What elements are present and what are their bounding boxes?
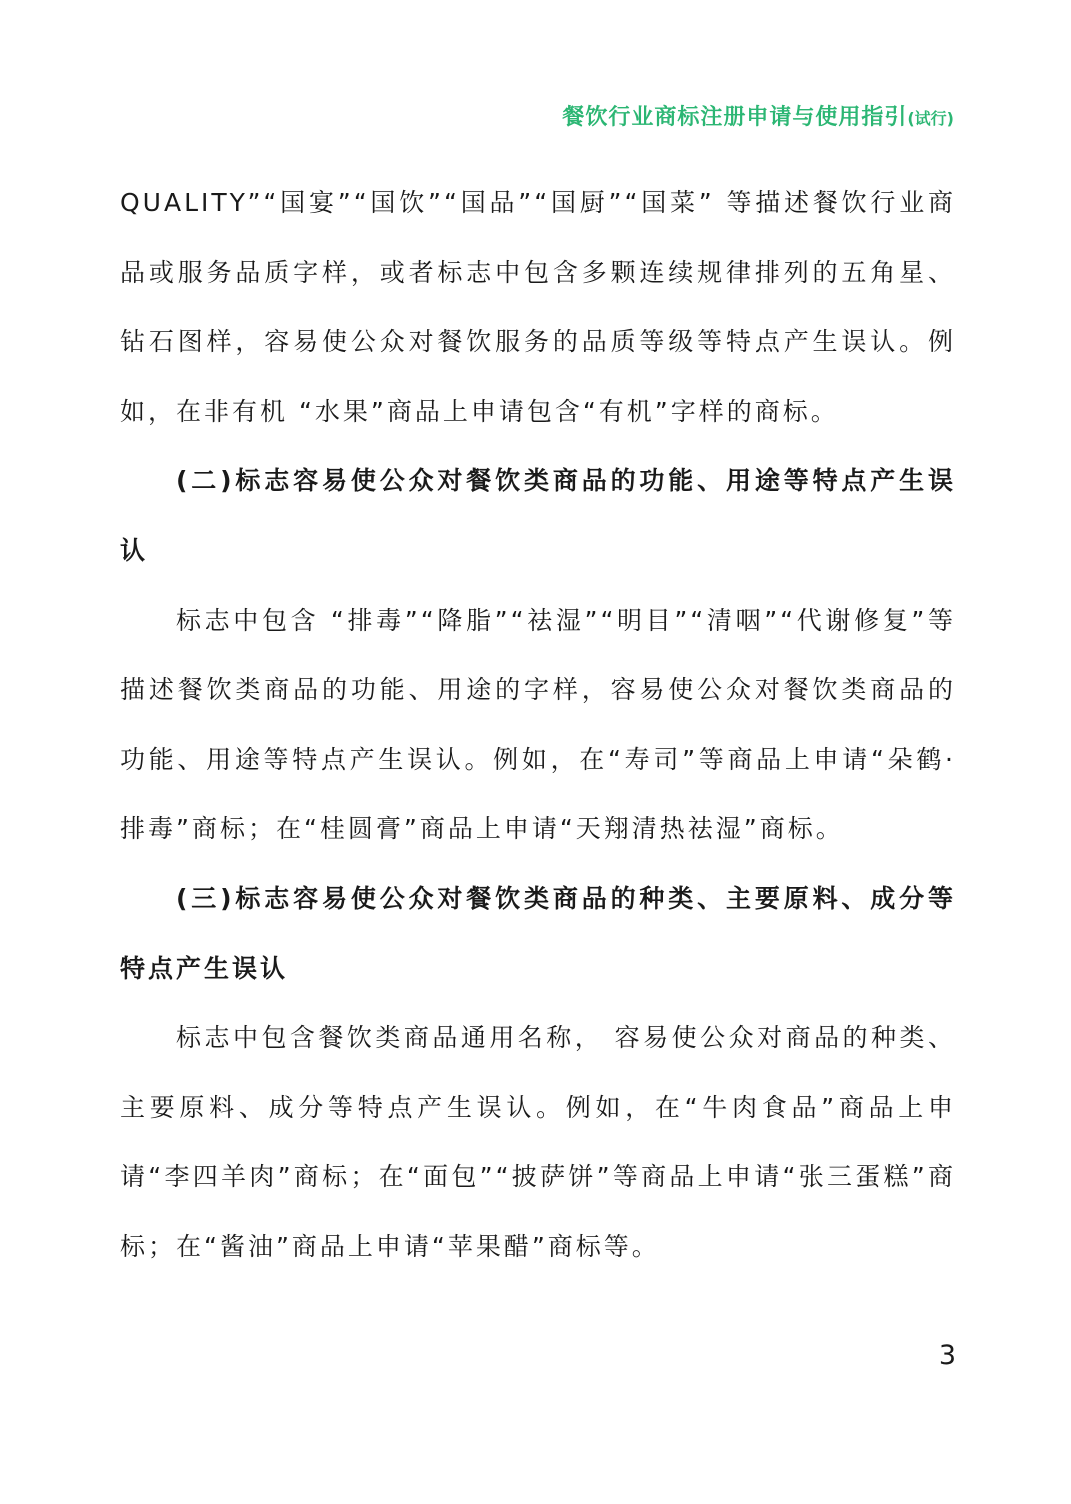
header-subtitle: (试行) (907, 109, 954, 128)
paragraph-section-2: 标志中包含 “排毒”“降脂”“祛湿”“明目”“清咽”“代谢修复”等描述餐饮类商品的功能、用途的字样，容易使公众对餐饮类商品的功能、用途等特点产生误认。例如，在“寿司”等商品上申请“朵鹤·排毒”商标；在“桂圆膏”商品上申请“天翔清热祛湿”商标。 (120, 605, 956, 844)
section-heading-2: (二)标志容易使公众对餐饮类商品的功能、用途等特点产生误认 (120, 466, 956, 565)
section-heading-3: (三)标志容易使公众对餐饮类商品的种类、主要原料、成分等特点产生误认 (120, 883, 956, 983)
paragraph-continued: QUALITY”“国宴”“国饮”“国品”“国厨”“国菜” 等描述餐饮行业商品或服务品质字样，或者标志中包含多颗连续规律排列的五角星、钻石图样，容易使公众对餐饮服务的品质等级等特点产生误认。例如，在非有机 “水果”商品上申请包含“有机”字样的商标。 (120, 188, 956, 426)
page-number: 3 (938, 1340, 956, 1371)
document-body (120, 168, 956, 1282)
header-title: 餐饮行业商标注册申请与使用指引 (562, 105, 908, 130)
paragraph-section-3: 标志中包含餐饮类商品通用名称， 容易使公众对商品的种类、主要原料、成分等特点产生误认。例如，在“牛肉食品”商品上申请“李四羊肉”商标；在“面包”“披萨饼”等商品上申请“张三蛋糕”商标；在“酱油”商品上申请“苹果醋”商标等。 (120, 1023, 956, 1261)
running-header (562, 100, 954, 131)
